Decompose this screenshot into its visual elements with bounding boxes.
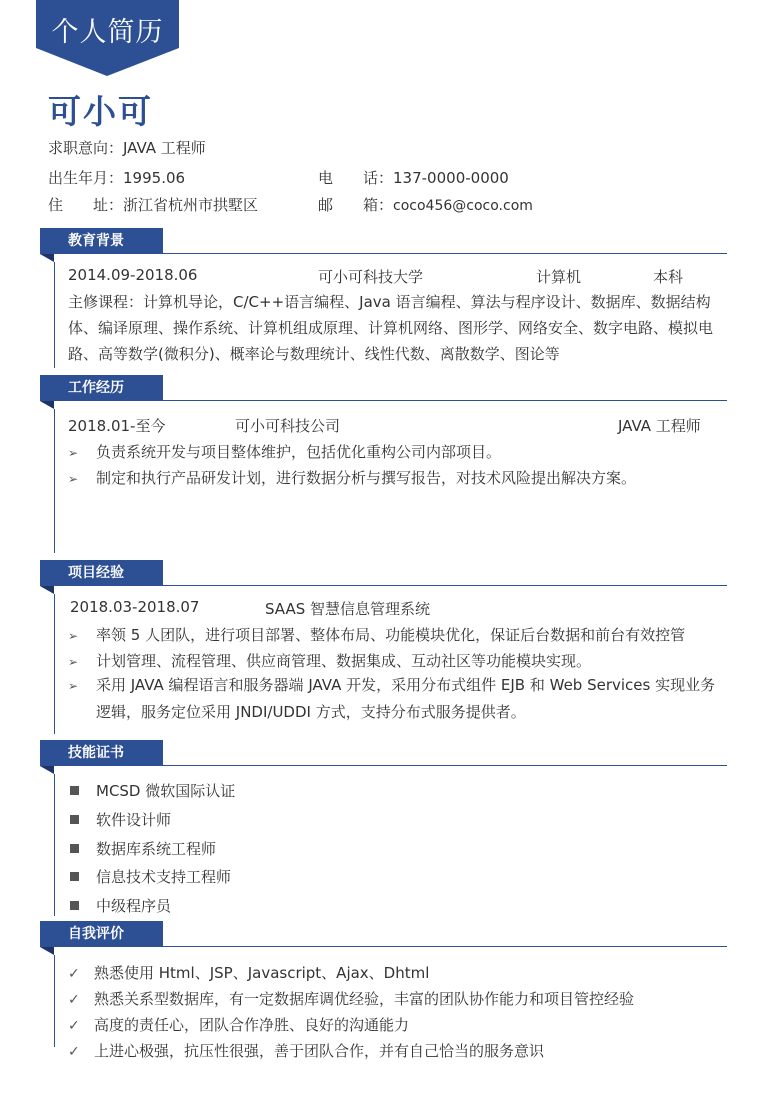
phone-value: 137-0000-0000 bbox=[393, 169, 509, 187]
project-period: 2018.03-2018.07 bbox=[70, 598, 200, 616]
work-fold bbox=[40, 401, 54, 409]
title-banner bbox=[36, 0, 179, 76]
work-position: JAVA 工程师 bbox=[618, 417, 701, 435]
education-period: 2014.09-2018.06 bbox=[68, 266, 198, 284]
job-intent-value: JAVA 工程师 bbox=[123, 139, 206, 157]
arrow-right-icon: ➢ bbox=[68, 629, 79, 643]
self-divider bbox=[163, 946, 727, 947]
skills-divider bbox=[163, 765, 727, 766]
person-name: 可小可 bbox=[48, 92, 153, 131]
square-icon bbox=[70, 815, 79, 824]
phone-label: 电 话： bbox=[318, 169, 394, 187]
square-icon bbox=[70, 872, 79, 881]
work-rule bbox=[54, 409, 55, 553]
skills-rule bbox=[54, 774, 55, 916]
skills-fold bbox=[40, 766, 54, 774]
project-fold bbox=[40, 586, 54, 594]
email-label: 邮 箱： bbox=[318, 196, 394, 214]
self-item: ✓ 熟悉关系型数据库，有一定数据库调优经验，丰富的团队协作能力和项目管控经验 bbox=[68, 990, 635, 1008]
birth-date bbox=[48, 167, 185, 188]
address bbox=[48, 194, 258, 215]
education-major: 计算机 bbox=[536, 268, 582, 286]
arrow-right-icon: ➢ bbox=[68, 655, 79, 669]
project-item: ➢ 计划管理、流程管理、供应商管理、数据集成、互动社区等功能模块实现。 bbox=[68, 652, 592, 670]
square-icon bbox=[70, 786, 79, 795]
skills-title: 技能证书 bbox=[40, 740, 163, 766]
skill-item: 数据库系统工程师 bbox=[70, 838, 216, 859]
address-value: 浙江省杭州市拱墅区 bbox=[123, 196, 259, 214]
education-courses: 主修课程：计算机导论，C/C++语言编程、Java 语言编程、算法与程序设计、数据库、数据结构体、编译原理、操作系统、计算机组成原理、计算机网络、图形学、网络安全、数字电路、模拟电路、高等数学(微积分)、概率论与数理统计、线性代数、离散数学、图论等 bbox=[68, 293, 714, 363]
square-icon bbox=[70, 844, 79, 853]
project-title: 项目经验 bbox=[40, 560, 163, 586]
self-item: ✓ 熟悉使用 Html、JSP、Javascript、Ajax、Dhtml bbox=[68, 964, 430, 982]
education-fold bbox=[40, 254, 54, 262]
work-divider bbox=[163, 400, 727, 401]
work-item: ➢ 负责系统开发与项目整体维护，包括优化重构公司内部项目。 bbox=[68, 443, 502, 461]
self-rule bbox=[54, 955, 55, 1047]
self-fold bbox=[40, 947, 54, 955]
self-item: ✓ 上进心极强，抗压性很强，善于团队合作，并有自己恰当的服务意识 bbox=[68, 1042, 545, 1060]
education-rule bbox=[54, 262, 55, 368]
check-icon: ✓ bbox=[68, 1044, 80, 1060]
project-item: ➢ 采用 JAVA 编程语言和服务器端 JAVA 开发，采用分布式组件 EJB 和 Web Services 实现业务逻辑，服务定位采用 JNDI/UDDI 方式，支持分布式服务提供者。 bbox=[68, 672, 728, 725]
education-title: 教育背景 bbox=[40, 228, 163, 254]
work-company: 可小可科技公司 bbox=[235, 417, 341, 435]
work-item: ➢ 制定和执行产品研发计划，进行数据分析与撰写报告，对技术风险提出解决方案。 bbox=[68, 469, 637, 487]
skill-item: MCSD 微软国际认证 bbox=[70, 780, 235, 801]
work-title: 工作经历 bbox=[40, 375, 163, 401]
job-intent-label: 求职意向： bbox=[48, 139, 124, 157]
project-name: SAAS 智慧信息管理系统 bbox=[265, 600, 431, 618]
job-intent bbox=[48, 137, 206, 158]
project-rule bbox=[54, 594, 55, 734]
self-item: ✓ 高度的责任心，团队合作净胜、良好的沟通能力 bbox=[68, 1016, 410, 1034]
arrow-right-icon: ➢ bbox=[68, 679, 79, 693]
phone bbox=[318, 167, 509, 188]
arrow-right-icon: ➢ bbox=[68, 472, 79, 486]
skill-item: 信息技术支持工程师 bbox=[70, 866, 231, 887]
email bbox=[318, 194, 533, 215]
project-item: ➢ 率领 5 人团队，进行项目部署、整体布局、功能模块优化，保证后台数据和前台有效控管 bbox=[68, 626, 686, 644]
check-icon: ✓ bbox=[68, 966, 80, 982]
skill-item: 中级程序员 bbox=[70, 895, 171, 916]
skill-item: 软件设计师 bbox=[70, 809, 171, 830]
banner-title: 个人简历 bbox=[51, 17, 164, 48]
check-icon: ✓ bbox=[68, 1018, 80, 1034]
address-label: 住 址： bbox=[48, 196, 124, 214]
arrow-right-icon: ➢ bbox=[68, 446, 79, 460]
education-school: 可小可科技大学 bbox=[318, 268, 424, 286]
check-icon: ✓ bbox=[68, 992, 80, 1008]
self-title: 自我评价 bbox=[40, 921, 163, 947]
email-value: coco456@coco.com bbox=[393, 198, 533, 214]
birth-value: 1995.06 bbox=[123, 169, 186, 187]
work-period: 2018.01-至今 bbox=[68, 417, 166, 435]
education-divider bbox=[163, 253, 727, 254]
project-divider bbox=[163, 585, 727, 586]
education-degree: 本科 bbox=[653, 268, 684, 286]
birth-label: 出生年月： bbox=[48, 169, 124, 187]
square-icon bbox=[70, 901, 79, 910]
